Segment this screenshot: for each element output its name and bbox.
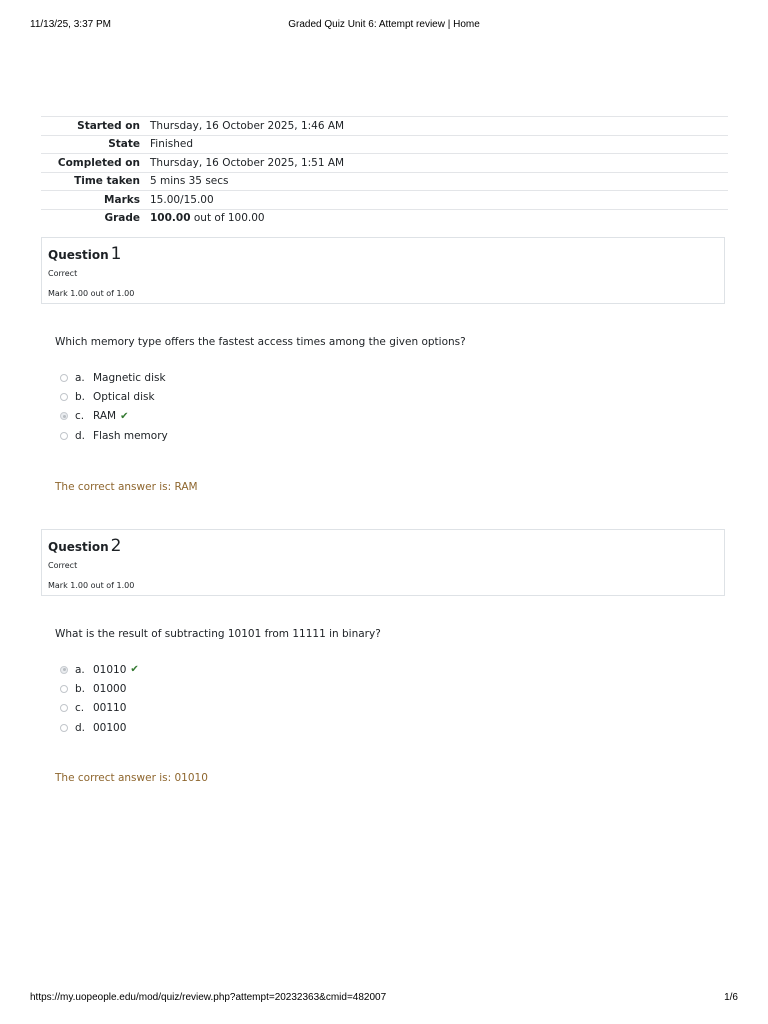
print-timestamp: 11/13/25, 3:37 PM [30,19,111,30]
question-text: What is the result of subtracting 10101 from 11111 in binary? [55,628,381,640]
answer-letter: a. [75,371,85,384]
print-footer [30,992,738,1006]
answer-text: Optical disk [93,390,155,403]
answer-text: Magnetic disk [93,371,166,384]
summary-label: Marks [41,191,150,210]
answer-option[interactable] [60,387,168,406]
summary-label: Started on [41,117,150,136]
question-mark: Mark 1.00 out of 1.00 [48,289,135,298]
radio-icon[interactable] [60,393,68,401]
answer-letter: c. [75,702,85,715]
check-icon: ✔ [130,664,139,676]
question-number-value: 2 [110,536,122,556]
answer-letter: c. [75,410,85,423]
grade-suffix: out of 100.00 [190,212,265,225]
answer-option-selected[interactable] [60,660,139,679]
summary-row-completed [41,154,728,173]
summary-value: Finished [150,135,728,154]
print-header [30,19,738,33]
answer-text: RAM [93,410,117,423]
answer-option[interactable] [60,718,139,737]
question-number-value: 1 [110,244,122,264]
summary-value: Thursday, 16 October 2025, 1:46 AM [150,117,728,136]
radio-icon[interactable] [60,432,68,440]
answer-letter: b. [75,390,86,403]
answer-letter: d. [75,721,86,734]
print-url: https://my.uopeople.edu/mod/quiz/review.php?attempt=20232363&cmid=482007 [30,992,387,1003]
summary-value: 5 mins 35 secs [150,172,728,191]
check-icon: ✔ [120,410,129,422]
radio-icon[interactable] [60,685,68,693]
summary-label: State [41,135,150,154]
question-text: Which memory type offers the fastest access times among the given options? [55,336,466,348]
answer-text: 01000 [93,682,127,695]
answer-letter: b. [75,682,86,695]
radio-icon[interactable] [60,704,68,712]
summary-value: Thursday, 16 October 2025, 1:51 AM [150,154,728,173]
answer-letter: a. [75,663,85,676]
summary-value [150,209,728,227]
answer-option[interactable] [60,368,168,387]
question-number [48,244,122,264]
answer-text: 00100 [93,721,127,734]
right-answer-feedback: The correct answer is: RAM [55,481,198,493]
answer-text: Flash memory [93,429,168,442]
question-mark: Mark 1.00 out of 1.00 [48,581,135,590]
answer-list [60,660,139,737]
question-state: Correct [48,561,78,570]
print-page-number: 1/6 [724,992,738,1003]
question-label: Question [48,248,109,262]
summary-label: Completed on [41,154,150,173]
answer-option[interactable] [60,679,139,698]
question-label: Question [48,540,109,554]
answer-option[interactable] [60,426,168,445]
answer-list [60,368,168,445]
print-page-title: Graded Quiz Unit 6: Attempt review | Home [288,19,480,30]
answer-text: 01010 [93,663,127,676]
summary-label: Time taken [41,172,150,191]
answer-letter: d. [75,429,86,442]
summary-row-grade [41,209,728,227]
right-answer-feedback: The correct answer is: 01010 [55,772,208,784]
radio-icon[interactable] [60,412,68,420]
radio-icon[interactable] [60,724,68,732]
summary-row-marks [41,191,728,210]
grade-value: 100.00 [150,212,191,225]
radio-icon[interactable] [60,374,68,382]
answer-option[interactable] [60,699,139,718]
answer-text: 00110 [93,702,127,715]
answer-option-selected[interactable] [60,407,168,426]
summary-row-state [41,135,728,154]
summary-value: 15.00/15.00 [150,191,728,210]
summary-row-started [41,117,728,136]
summary-row-time-taken [41,172,728,191]
summary-label: Grade [41,209,150,227]
attempt-summary-table [41,116,728,227]
radio-icon[interactable] [60,666,68,674]
question-info-box [41,529,725,596]
question-info-box [41,237,725,304]
question-state: Correct [48,269,78,278]
question-number [48,536,122,556]
